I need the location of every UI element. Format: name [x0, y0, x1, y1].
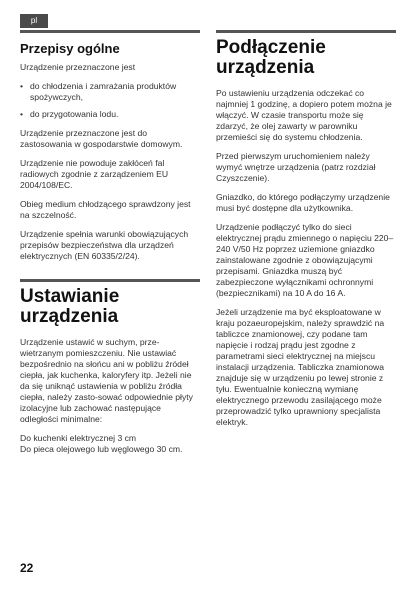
intro-text: Urządzenie przeznaczone jest	[20, 62, 136, 72]
section-divider	[20, 279, 200, 282]
paragraph: Jeżeli urządzenie ma być eksploatowane w kraju pozaeuropejskim, należy sprawdzić na tabliczce znamionowej, czy podane tam napięcie i rodzaj prądu jest zgodne z parametrami sieci elektrycznej na miejscu instalacji urządzenia. Tabliczka znamionowa znajduje się w urządzeniu po lewej stronie z tyłu. Ewentualnie konieczną wymianę elektrycznego przewodu zasilającego może przeprowadzić tylko uprawniony specjalista elektryk.	[216, 307, 385, 427]
distance-line: Do kuchenki elektrycznej 3 cm	[20, 433, 137, 443]
section-title-general-rules: Przepisy ogólne	[20, 41, 120, 56]
bullet-icon: •	[20, 81, 24, 91]
paragraph: Po ustawieniu urządzenia odczekać co najmniej 1 godzinę, a dopiero potem można je włączyć. W czasie transportu może się zdarzyć, że olej zawarty w parowniku przemieści się do systemu chłodzenia.	[216, 88, 392, 142]
section-title-connection: Podłączenie urządzenia	[216, 37, 326, 78]
distance-line: Do pieca olejowego lub węglowego 30 cm.	[20, 444, 183, 454]
section-divider	[216, 30, 396, 33]
list-item: • do przygotowania lodu.	[20, 109, 119, 119]
language-tab: pl	[20, 14, 48, 28]
paragraph: Urządzenie nie powoduje zakłóceń fal radiowych zgodnie z zarządzeniem EU 2004/108/EC.	[20, 158, 169, 190]
paragraph: Gniazdko, do którego podłączymy urządzenie musi być dostępne dla użytkownika.	[216, 192, 390, 213]
left-column	[20, 30, 200, 463]
paragraph: Urządzenie podłączyć tylko do sieci elektrycznej prądu zmiennego o napięciu 220–240 V/50 Hz poprzez uziemione gniazdko zainstalowane zgodnie z obowiązującymi przepisami. Gniazdka muszą być zabezpieczone wyłącznikami ochronnymi (bezpiecznikami) na 10 A do 16 A.	[216, 222, 394, 298]
bullet-icon: •	[20, 109, 24, 119]
paragraph: Urządzenie spełnia warunki obowiązujących przepisów bezpieczeństwa dla urządzeń elektrycznych (EN 60335/2/24).	[20, 229, 189, 261]
usage-list	[20, 81, 200, 120]
paragraph: Przed pierwszym uruchomieniem należy wymyć wnętrze urządzenia (patrz rozdział Czyszczenie).	[216, 151, 376, 183]
paragraph: Obieg medium chłodzącego sprawdzony jest na szczelność.	[20, 199, 191, 220]
section-title-installation: Ustawianie urządzenia	[20, 286, 120, 327]
section-divider	[20, 30, 200, 33]
paragraph: Urządzenie ustawić w suchym, prze-wietrzanym pomieszczeniu. Nie ustawiać bezpośrednio na słońcu ani w pobliżu źródeł ciepła, jak kuchenka, kaloryfery itp. Jeżeli nie da się uniknąć ustawienia w pobliżu źródła ciepła, należy zasto-sować odpowiednie płyty izolacyjne lub zachować następujące odległości minimalne:	[20, 337, 193, 424]
page-number: 22	[20, 561, 34, 575]
right-column	[216, 30, 396, 436]
paragraph: Urządzenie przeznaczone jest do zastosowania w gospodarstwie domowym.	[20, 128, 183, 149]
list-item: • do chłodzenia i zamrażania produktów spożywczych,	[20, 81, 177, 102]
